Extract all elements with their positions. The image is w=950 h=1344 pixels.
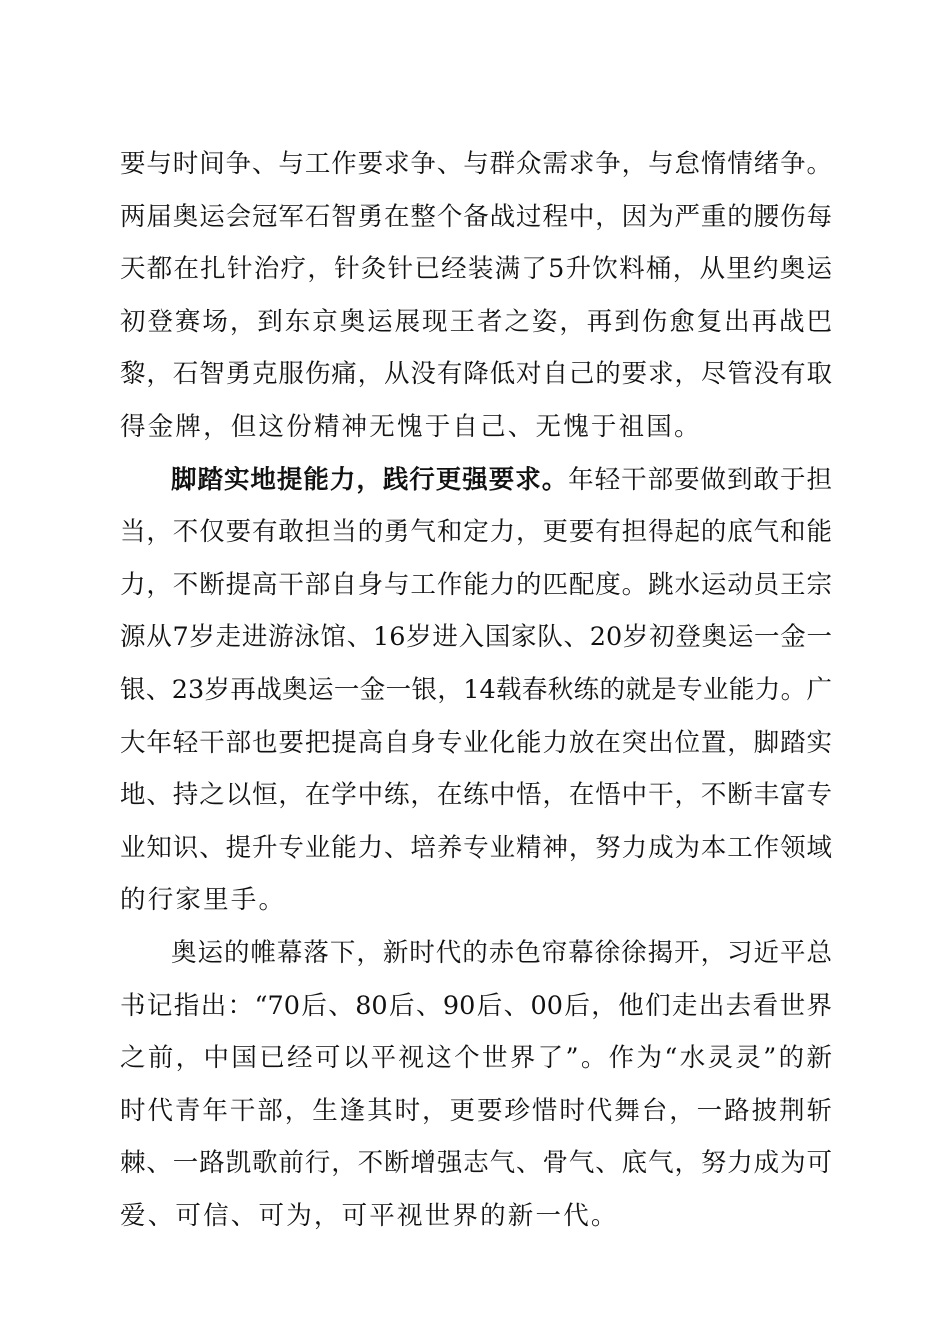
text-line: 当，不仅要有敢担当的勇气和定力，更要有担得起的底气和能 xyxy=(120,517,832,548)
text-line: 地、持之以恒，在学中练，在练中悟，在悟中干，不断丰富专 xyxy=(120,780,832,811)
text-line: 的行家里手。 xyxy=(120,885,287,916)
text-line: 得金牌，但这份精神无愧于自己、无愧于祖国。 xyxy=(120,411,702,442)
paragraph-3 xyxy=(120,927,832,1243)
text-line: 棘、一路凯歌前行，不断增强志气、骨气、底气，努力成为可 xyxy=(120,1148,832,1179)
text-line: 银、23岁再战奥运一金一银，14载春秋练的就是专业能力。广 xyxy=(120,674,832,705)
text-line: 之前，中国已经可以平视这个世界了”。作为“水灵灵”的新 xyxy=(120,1043,832,1074)
text-line: 要与时间争、与工作要求争、与群众需求争，与怠惰情绪争。 xyxy=(120,149,832,179)
text-line: 奥运的帷幕落下，新时代的赤色帘幕徐徐揭开，习近平总 xyxy=(171,937,832,968)
text-line: 业知识、提升专业能力、培养专业精神，努力成为本工作领域 xyxy=(120,832,832,863)
text-line: 两届奥运会冠军石智勇在整个备战过程中，因为严重的腰伤每 xyxy=(120,201,832,232)
document-page xyxy=(120,138,832,1242)
text-line: 源从7岁走进游泳馆、16岁进入国家队、20岁初登奥运一金一 xyxy=(120,622,832,653)
text-line: 大年轻干部也要把提高自身专业化能力放在突出位置，脚踏实 xyxy=(120,727,832,758)
text-line: 书记指出：“70后、80后、90后、00后，他们走出去看世界 xyxy=(120,990,832,1021)
text-line: 爱、可信、可为，可平视世界的新一代。 xyxy=(120,1200,619,1231)
text-line: 天都在扎针治疗，针灸针已经装满了5升饮料桶，从里约奥运 xyxy=(120,254,832,285)
text-line: 黎，石智勇克服伤痛，从没有降低对自己的要求，尽管没有取 xyxy=(120,359,832,390)
paragraph-2 xyxy=(120,454,832,927)
text-line-rest: 年轻干部要做到敢于担 xyxy=(568,464,832,495)
text-line: 初登赛场，到东京奥运展现王者之姿，再到伤愈复出再战巴 xyxy=(120,306,832,337)
bold-lead-heading: 脚踏实地提能力，践行更强要求。 xyxy=(171,464,569,495)
text-line: 时代青年干部，生逢其时，更要珍惜时代舞台，一路披荆斩 xyxy=(120,1095,832,1126)
text-line: 力，不断提高干部自身与工作能力的匹配度。跳水运动员王宗 xyxy=(120,569,832,600)
paragraph-1 xyxy=(120,138,832,454)
text-line xyxy=(120,454,832,507)
